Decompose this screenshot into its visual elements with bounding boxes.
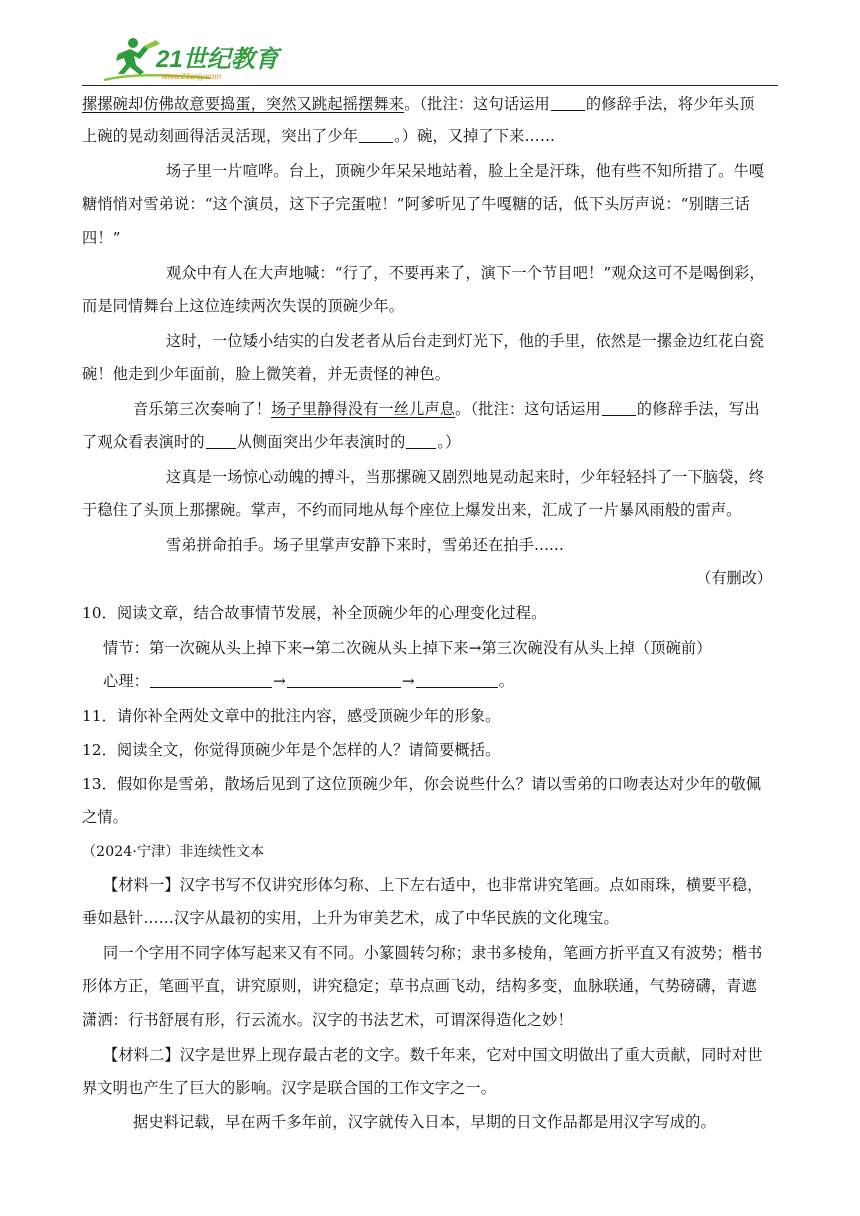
question-10-mind: 心理： → → 。 — [103, 672, 515, 690]
answer-blank[interactable] — [287, 673, 401, 688]
header-rule — [82, 85, 778, 86]
logo-url: www.21cnjy.com — [162, 72, 221, 81]
material-1b-line-1: 同一个字用不同字体写起来又有不同。小篆圆转匀称；隶书多棱角，笔画方折平直又有波势；楷书 — [103, 944, 763, 962]
answer-blank[interactable] — [206, 434, 236, 449]
source-note: （有删改） — [696, 569, 772, 587]
material-1b-line-3: 潇洒：行书舒展有形，行云流水。汉字的书法艺术，可谓深得造化之妙！ — [82, 1011, 573, 1029]
logo-text: 21世纪教育 — [156, 46, 279, 73]
answer-blank[interactable] — [416, 673, 498, 688]
para-7-line-1: 雪弟拼命拍手。场子里掌声安静下来时，雪弟还在拍手...... — [166, 536, 564, 554]
answer-blank[interactable] — [406, 434, 436, 449]
underlined-sentence: 场子里静得没有一丝儿声息 — [271, 400, 456, 418]
material-1-line-1: 【材料一】汉字书写不仅讲究形体匀称、上下左右适中，也非常讲究笔画。点如雨珠，横要平稳， — [103, 876, 763, 894]
para-2-line-2: 糖悄悄对雪弟说：“这个演员，这下子完蛋啦！”阿爹听见了牛嘎糖的话，低下头厉声说：“别瞎三话 — [82, 195, 750, 213]
para-3-line-1: 观众中有人在大声地喊：“行了，不要再来了，演下一个节目吧！”观众这可不是喝倒彩， — [166, 264, 765, 282]
para-1-line-2: 上碗的晃动刻画得活灵活现，突出了少年 。）碗，又掉了下来…… — [82, 127, 556, 145]
para-2-line-3: 四！” — [82, 229, 121, 247]
para-4-line-1: 这时，一位矮小结实的白发老者从后台走到灯光下，他的手里，依然是一摞金边红花白瓷 — [166, 332, 765, 350]
question-12: 12．阅读全文，你觉得顶碗少年是个怎样的人？请简要概括。 — [82, 741, 501, 759]
para-1-line-1: 摞摞碗却仿佛故意要捣蛋，突然又跳起摇摆舞来。（批注：这句话运用 的修辞手法，将少年头顶 — [82, 95, 755, 113]
question-10: 10．阅读文章，结合故事情节发展，补全顶碗少年的心理变化过程。 — [82, 604, 547, 622]
material-1b-line-2: 形体方正，笔画平直，讲究原则，讲究稳定；草书点画飞动，结构多变，血脉联通，气势磅礴，青遮 — [82, 977, 757, 995]
para-5-line-1: 音乐第三次奏响了！场子里静得没有一丝儿声息。（批注：这句话运用 的修辞手法，写出 — [133, 400, 760, 418]
para-6-line-1: 这真是一场惊心动魄的搏斗，当那摞碗又剧烈地晃动起来时，少年轻轻抖了一下脑袋，终 — [166, 468, 765, 486]
question-11: 11．请你补全两处文章中的批注内容，感受顶碗少年的形象。 — [82, 707, 501, 725]
question-13-line-1: 13．假如你是雪弟，散场后见到了这位顶碗少年，你会说些什么？请以雪弟的口吻表达对少年的敬佩 — [82, 775, 762, 793]
question-10-plot: 情节：第一次碗从头上掉下来→第二次碗从头上掉下来→第三次碗没有从头上掉（顶碗前） — [103, 639, 712, 657]
para-6-line-2: 于稳住了头顶上那摞碗。掌声，不约而同地从每个座位上爆发出来，汇成了一片暴风雨般的雷声。 — [82, 501, 742, 519]
material-2-line-2: 界文明也产生了巨大的影响。汉字是联合国的工作文字之一。 — [82, 1079, 497, 1097]
answer-blank[interactable] — [359, 128, 393, 143]
para-5-line-2: 了观众看表演时的 从侧面突出少年表演时的 。） — [82, 433, 461, 451]
para-2-line-1: 场子里一片喧哗。台上，顶碗少年呆呆地站着，脸上全是汗珠，他有些不知所措了。牛嘎 — [166, 162, 765, 180]
answer-blank[interactable] — [150, 673, 272, 688]
material-2b-line-1: 据史料记载，早在两千多年前，汉字就传入日本，早期的日文作品都是用汉字写成的。 — [133, 1113, 716, 1131]
answer-blank[interactable] — [551, 96, 585, 111]
answer-blank[interactable] — [602, 401, 636, 416]
section-title: （2024·宁津）非连续性文本 — [82, 844, 265, 860]
question-13-line-2: 之情。 — [82, 808, 129, 826]
material-1-line-2: 垂如悬针……汉字从最初的实用，上升为审美艺术，成了中华民族的文化瑰宝。 — [82, 909, 619, 927]
logo — [100, 34, 290, 86]
material-2-line-1: 【材料二】汉字是世界上现存最古老的文字。数千年来，它对中国文明做出了重大贡献，同时对世 — [103, 1046, 763, 1064]
para-4-line-2: 碗！他走到少年面前，脸上微笑着，并无责怪的神色。 — [82, 365, 451, 383]
para-3-line-2: 而是同情舞台上这位连续两次失误的顶碗少年。 — [82, 297, 405, 315]
underlined-sentence: 摞摞碗却仿佛故意要捣蛋，突然又跳起摇摆舞来 — [82, 95, 405, 113]
